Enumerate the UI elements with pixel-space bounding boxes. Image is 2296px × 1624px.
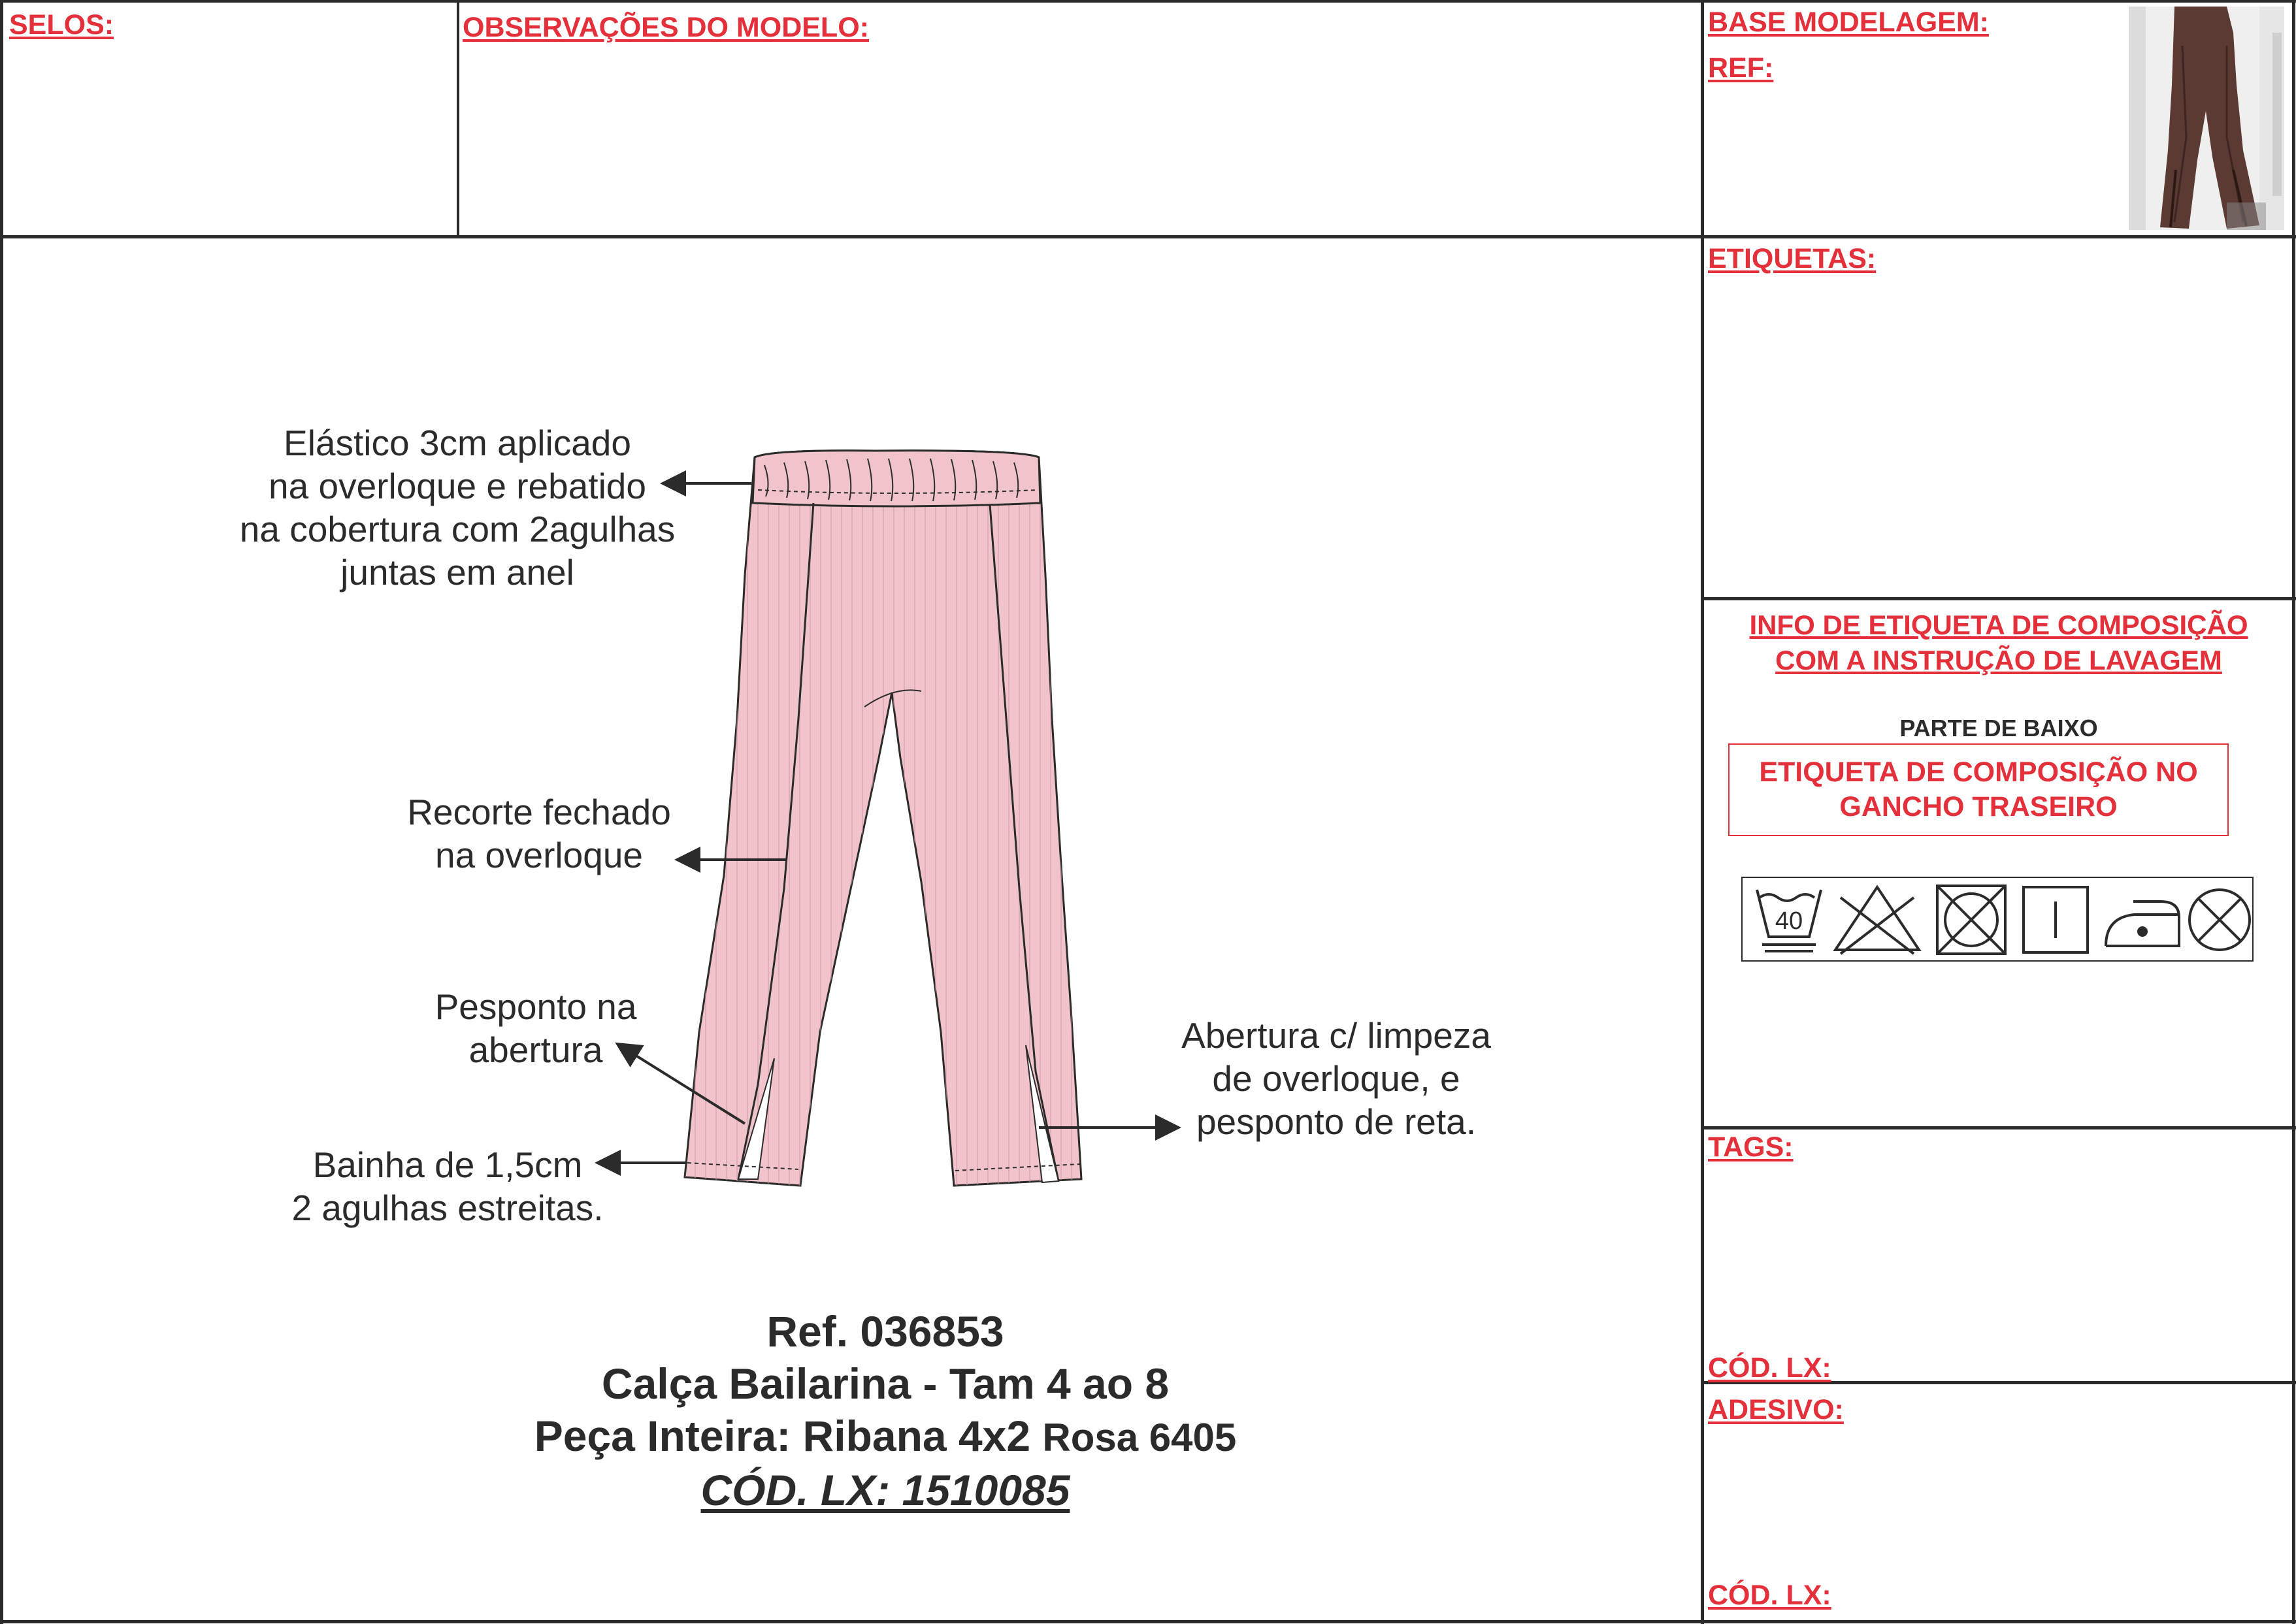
ref-label: REF: bbox=[1708, 52, 1774, 84]
tags-cod-lx-label: CÓD. LX: bbox=[1708, 1352, 1831, 1384]
selos-label: SELOS: bbox=[9, 9, 114, 41]
info-title-line2: COM A INSTRUÇÃO DE LAVAGEM bbox=[1775, 645, 2222, 675]
wash-temperature: 40 bbox=[1775, 907, 1803, 935]
callout-pesponto bbox=[405, 985, 666, 1071]
callout-pesponto-line2: abertura bbox=[468, 1030, 603, 1070]
callout-bainha-line2: 2 agulhas estreitas. bbox=[291, 1188, 604, 1228]
callout-elastic-line1: Elástico 3cm aplicado bbox=[284, 423, 631, 463]
no-dry-clean-icon bbox=[2189, 890, 2250, 950]
callout-abertura-line3: pesponto de reta. bbox=[1196, 1101, 1477, 1142]
product-ref: Ref. 036853 bbox=[766, 1307, 1004, 1356]
product-cod-lx: CÓD. LX: 1510085 bbox=[700, 1466, 1070, 1514]
parte-label: PARTE DE BAIXO bbox=[1899, 715, 2098, 741]
callout-bainha bbox=[261, 1143, 634, 1229]
etiquetas-divider bbox=[1701, 597, 2296, 600]
no-tumble-dry-icon bbox=[1937, 886, 2005, 954]
base-modelagem-label: BASE MODELAGEM: bbox=[1708, 7, 1989, 38]
wash-40-icon bbox=[1757, 890, 1821, 951]
line-dry-icon bbox=[2024, 887, 2088, 952]
callout-elastic bbox=[216, 421, 699, 594]
reference-photo bbox=[2129, 7, 2284, 230]
composition-line2: GANCHO TRASEIRO bbox=[1839, 791, 2118, 822]
product-fabric-prefix: Peça Inteira: Ribana 4x2 bbox=[534, 1412, 1043, 1460]
callout-elastic-line4: juntas em anel bbox=[340, 552, 574, 593]
callout-abertura bbox=[1150, 1014, 1522, 1143]
etiquetas-label: ETIQUETAS: bbox=[1708, 243, 1877, 274]
product-title-block bbox=[340, 1305, 1431, 1516]
info-title-line1: INFO DE ETIQUETA DE COMPOSIÇÃO bbox=[1749, 609, 2248, 640]
adesivo-label: ADESIVO: bbox=[1708, 1394, 1844, 1425]
frame-top bbox=[0, 0, 2296, 3]
callout-elastic-line2: na overloque e rebatido bbox=[269, 466, 646, 506]
product-fabric-color: Rosa 6405 bbox=[1042, 1416, 1237, 1459]
composition-line1: ETIQUETA DE COMPOSIÇÃO NO bbox=[1759, 756, 2198, 788]
selos-divider bbox=[457, 0, 459, 238]
no-bleach-icon bbox=[1835, 887, 1919, 954]
composition-box bbox=[1728, 743, 2229, 836]
pants-illustration bbox=[685, 451, 1081, 1186]
callout-bainha-line1: Bainha de 1,5cm bbox=[312, 1145, 583, 1185]
observacoes-label: OBSERVAÇÕES DO MODELO: bbox=[463, 12, 869, 43]
callout-recorte bbox=[372, 790, 706, 877]
care-symbols-box bbox=[1741, 877, 2254, 962]
callout-abertura-line1: Abertura c/ limpeza bbox=[1181, 1015, 1491, 1056]
product-name: Calça Bailarina - Tam 4 ao 8 bbox=[601, 1359, 1170, 1408]
adesivo-cod-lx-label: CÓD. LX: bbox=[1708, 1580, 1831, 1611]
info-divider bbox=[1701, 1126, 2296, 1129]
callout-recorte-line2: na overloque bbox=[435, 835, 644, 875]
callout-pesponto-line1: Pesponto na bbox=[435, 986, 637, 1027]
iron-low-icon bbox=[2106, 901, 2179, 946]
frame-bottom bbox=[0, 1620, 2296, 1623]
tags-label: TAGS: bbox=[1708, 1131, 1794, 1163]
product-fabric bbox=[340, 1410, 1431, 1464]
callout-elastic-line3: na cobertura com 2agulhas bbox=[239, 509, 676, 549]
callout-recorte-line1: Recorte fechado bbox=[407, 792, 671, 832]
care-symbols bbox=[1743, 878, 2252, 960]
callout-abertura-line2: de overloque, e bbox=[1212, 1058, 1460, 1099]
